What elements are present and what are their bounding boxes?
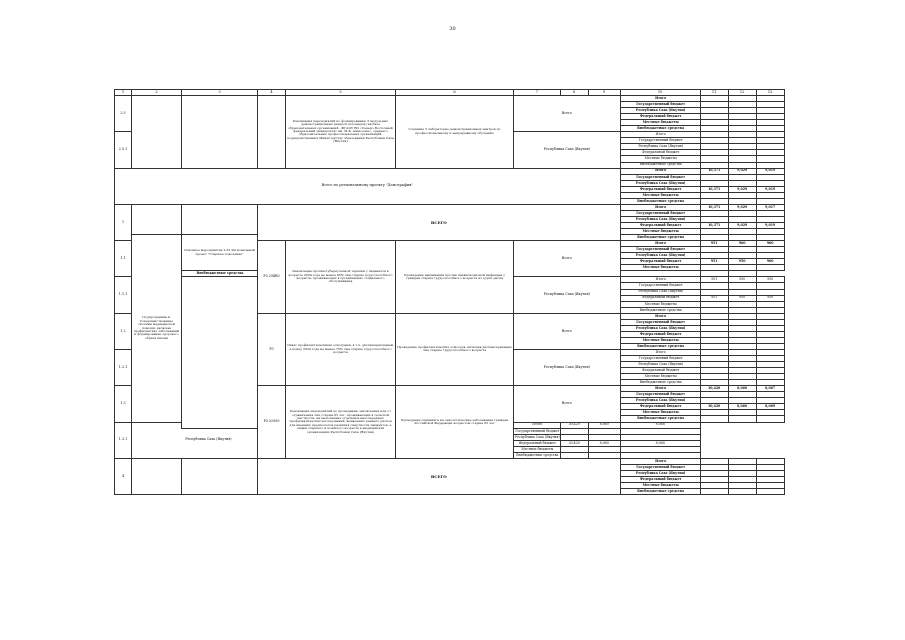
- funding-source-label: Федеральный бюджет: [620, 222, 700, 228]
- funding-source-label: Государственный бюджет: [620, 464, 700, 470]
- funding-source-label: Итого: [620, 277, 700, 283]
- header-cell: 13: [756, 90, 784, 96]
- amount-cell: 30,420: [700, 386, 728, 392]
- measure-cell: Реализация противотуберкулезной терапии у пациентов в возрасте 2024 года не менее 95% лиц старше трудоспособного возраста, проживающих в организациях социального обслуживания: [286, 241, 396, 314]
- amount-cell: 30,420: [560, 440, 588, 446]
- total-label: Всего: [514, 386, 621, 422]
- program-cell: [132, 96, 182, 169]
- funding-source-label: Федеральный бюджет: [514, 440, 561, 446]
- page-number: 30: [449, 26, 456, 32]
- amount-cell: [700, 416, 728, 422]
- main-event-cell: Основное мероприятие 2.23 Региональный проект "Старшее поколение": [182, 235, 258, 271]
- funding-source-label: Республика Саха (Якутия): [620, 108, 700, 114]
- funding-source-label: Местные бюджеты: [620, 192, 700, 198]
- amount-cell: 9,019: [756, 168, 784, 174]
- amount-cell: 9,029: [728, 204, 756, 210]
- funding-source-label: Федеральный бюджет: [620, 368, 700, 374]
- funding-source-label: Федеральный бюджет: [620, 186, 700, 192]
- funding-source-label: Местные бюджеты: [620, 120, 700, 126]
- header-cell: 9: [588, 90, 620, 96]
- funding-source-label: Государственный бюджет: [620, 392, 700, 398]
- funding-source-label: Внебюджетные средства: [620, 343, 700, 349]
- funding-source-label: Государственный бюджет: [620, 174, 700, 180]
- header-cell: 7: [514, 90, 561, 96]
- row-number: 1.1: [115, 241, 132, 277]
- amount-cell: 951: [700, 241, 728, 247]
- amount-cell: 8,060: [728, 386, 756, 392]
- header-cell: 8: [560, 90, 588, 96]
- program-cell: [132, 458, 182, 494]
- funding-source-label: Местные бюджеты: [620, 301, 700, 307]
- funding-source-label: Республика Саха (Якутия): [620, 180, 700, 186]
- measure-cell: Охват профилактическими осмотрами, в т.ч. диспансеризацией, к концу 2024 года не менее 70% лиц старше трудоспособного возраста: [286, 313, 396, 386]
- amount-cell: 960: [728, 241, 756, 247]
- funding-source-label: Итого: [620, 132, 700, 138]
- funding-source-label: Республика Саха (Якутия): [620, 216, 700, 222]
- funding-source-label: Внебюджетные средства: [620, 380, 700, 386]
- header-cell: 4: [258, 90, 286, 96]
- event-cell: [182, 96, 258, 169]
- funding-source-label: Республика Саха (Якутия): [515, 434, 560, 439]
- header-cell: 2: [132, 90, 182, 96]
- funding-source-label: Внебюджетные средства: [620, 126, 700, 132]
- amount-cell: 30,420: [700, 404, 728, 410]
- funding-source-label: Итого: [620, 204, 700, 210]
- funding-source-label: Итого: [620, 241, 700, 247]
- grand-total-label: ВСЕГО: [258, 204, 621, 240]
- funding-source-label: Федеральный бюджет: [620, 404, 700, 410]
- measure-cell: Реализация мероприятий по формированию 3 модульных демонстрационных центров (площадок) на базе образовательных организаций - ФГАОУ ВО «Северо-Восточный федеральный университет им. М.К. Аммосова», среднего образовательных профессиональных организаций, подведомственных Министерству образования Республики Саха (Якутия): [286, 96, 396, 169]
- funding-source-label: Местные бюджеты: [620, 410, 700, 416]
- amount-cell: 30,420: [560, 422, 588, 428]
- amount-cell: 8,060: [728, 404, 756, 410]
- funding-source-label: Государственный бюджет: [620, 102, 700, 108]
- row-number: 2.5.1: [115, 132, 132, 168]
- header-cell: 11: [700, 90, 728, 96]
- funding-source-label: Государственный бюджет: [620, 247, 700, 253]
- funding-source-label: Государственный бюджет: [620, 138, 700, 144]
- funding-source-label: Государственный бюджет: [515, 428, 560, 433]
- funding-source-label: Республика Саха (Якутия): [620, 144, 700, 150]
- funding-source-label: Федеральный бюджет: [620, 331, 700, 337]
- amount-cell: [700, 489, 728, 495]
- amount-cell: 950: [728, 295, 756, 301]
- funding-source-label: Внебюджетные средства: [620, 162, 700, 168]
- amount-cell: 960: [756, 259, 784, 265]
- funding-source-label: Итого: [620, 96, 700, 102]
- funding-source-label: Местные бюджеты: [620, 265, 700, 271]
- funding-source-label: Итого: [620, 168, 700, 174]
- row-number: 1.2: [115, 313, 132, 349]
- header-cell: 5: [286, 90, 396, 96]
- row-number: 1.1.1: [115, 277, 132, 313]
- funding-source-label: Федеральный бюджет: [620, 295, 700, 301]
- total-label: Всего: [514, 313, 621, 349]
- amount-cell: 950: [728, 259, 756, 265]
- row-number: 4: [115, 458, 132, 494]
- funding-source-label: Республика Саха (Якутия): [620, 470, 700, 476]
- amount-cell: [728, 416, 756, 422]
- funding-source-label: Государственный бюджет: [620, 283, 700, 289]
- executor-cell: Республика Саха (Якутия): [132, 422, 286, 458]
- amount-cell: 960: [756, 241, 784, 247]
- amount-cell: 950: [756, 277, 784, 283]
- funding-source-label: Местные бюджеты: [620, 156, 700, 162]
- total-label: Всего: [514, 96, 621, 132]
- funding-source-label: Федеральный бюджет: [620, 476, 700, 482]
- funding-source-label: Федеральный бюджет: [620, 150, 700, 156]
- funding-source-label: Внебюджетные средства: [182, 271, 258, 277]
- executor-cell: Республика Саха (Якутия): [514, 277, 621, 313]
- amount-cell: [756, 489, 784, 495]
- amount-cell: 8,060: [588, 422, 620, 428]
- funding-source-label: Внебюджетные средства: [514, 452, 561, 458]
- event-cell: [182, 277, 258, 428]
- funding-source-label: Местные бюджеты: [620, 229, 700, 235]
- amount-cell: [728, 489, 756, 495]
- total-label: Всего: [514, 241, 621, 277]
- event-cell: [182, 458, 258, 494]
- amount-cell: 10,371: [700, 186, 728, 192]
- funding-source-label: Итого: [620, 349, 700, 355]
- row-number: 1: [115, 204, 132, 240]
- header-cell: 3: [182, 90, 258, 96]
- funding-source-label: Местные бюджеты: [620, 337, 700, 343]
- funding-source-label: Внебюджетные средства: [620, 198, 700, 204]
- amount-cell: 8,068: [620, 422, 700, 428]
- result-cell: Проведение профилактических осмотров, включая диспансеризацию лиц старше трудоспособного возраста: [396, 313, 514, 386]
- row-number: 1.2.1: [115, 349, 132, 385]
- amount-cell: 951: [700, 259, 728, 265]
- subprogram-cell: Подпрограмма 4. Совершенствование системы медицинской помощи, включая профилактику заболеваний и формирование здорового образа жизни: [132, 235, 182, 422]
- amount-cell: 950: [756, 295, 784, 301]
- amount-cell: 951: [700, 277, 728, 283]
- amount-cell: 9,019: [756, 186, 784, 192]
- code-cell: P3.52950: [258, 386, 286, 459]
- amount-cell: 9,029: [728, 222, 756, 228]
- code-cell: P3.294R0: [258, 241, 286, 314]
- header-cell: 12: [728, 90, 756, 96]
- funding-source-label: Местные бюджеты: [620, 483, 700, 489]
- code-cell: P3: [258, 313, 286, 386]
- amount-cell: 951: [700, 295, 728, 301]
- funding-source-label: Местные бюджеты: [514, 446, 561, 452]
- event-cell: [182, 204, 258, 234]
- funding-source-label: Итого: [620, 458, 700, 464]
- result-cell: Проведение скрининга на онкологические заболевания граждан Российской Федерации возрастом старше 65 лет: [396, 386, 514, 459]
- funding-source-label: Республика Саха (Якутия): [620, 398, 700, 404]
- funding-source-label: Внебюджетные средства: [620, 235, 700, 241]
- row-number: 2.5: [115, 96, 132, 132]
- program-cell: [132, 204, 182, 234]
- row-number: 1.3: [115, 386, 132, 422]
- funding-source-label: Итого: [620, 386, 700, 392]
- financing-table: [114, 89, 785, 495]
- amount-cell: 10,371: [700, 204, 728, 210]
- result-cell: Создание 3 лабораторно-демонстрационных центров по профессиональному и непрерывному обучению: [396, 96, 514, 169]
- amount-cell: 8,068: [620, 440, 700, 446]
- amount-cell: 8,060: [588, 440, 620, 446]
- amount-cell: 9,029: [728, 168, 756, 174]
- funding-source-label: Федеральный бюджет: [620, 114, 700, 120]
- header-cell: 10: [620, 90, 700, 96]
- executor-cell: Республика Саха (Якутия): [514, 349, 621, 385]
- funding-source-label: Государственный бюджет: [620, 319, 700, 325]
- grand-total-label: ВСЕГО: [258, 458, 621, 494]
- amount-cell: 8,067: [756, 386, 784, 392]
- header-cell: 6: [396, 90, 514, 96]
- amount-cell: 950: [728, 277, 756, 283]
- funding-source-label: Внебюджетные средства: [620, 416, 700, 422]
- funding-source-label: Республика Саха (Якутия): [620, 253, 700, 259]
- funding-source-label: Республика Саха (Якутия): [620, 325, 700, 331]
- amount-cell: [756, 265, 784, 271]
- funding-source-label: Местные бюджеты: [620, 374, 700, 380]
- funding-source-label: Итого: [620, 313, 700, 319]
- funding-source-label: Итого: [514, 422, 561, 428]
- funding-source-label: Внебюджетные средства: [620, 489, 700, 495]
- amount-cell: 9,029: [728, 186, 756, 192]
- header-cell: 1: [115, 90, 132, 96]
- executor-cell: Республика Саха (Якутия): [514, 132, 621, 168]
- amount-cell: 8,069: [756, 404, 784, 410]
- amount-cell: [756, 416, 784, 422]
- amount-cell: 10,371: [700, 222, 728, 228]
- row-number: 1.3.1: [115, 422, 132, 458]
- amount-cell: 10,371: [700, 168, 728, 174]
- result-cell: Проведение вакцинации против пневмококковой инфекции у граждан старше трудоспособного возраста из групп риска: [396, 241, 514, 314]
- funding-source-label: Государственный бюджет: [620, 210, 700, 216]
- code-cell: [258, 96, 286, 169]
- amount-cell: 9,019: [756, 222, 784, 228]
- project-total-label: Всего по региональному проекту "Демография": [115, 168, 621, 204]
- funding-source-label: Федеральный бюджет: [620, 259, 700, 265]
- funding-source-label: Республика Саха (Якутия): [620, 289, 700, 295]
- funding-source-label: Республика Саха (Якутия): [620, 362, 700, 368]
- measure-cell: Реализация мероприятий по проведению заключения или от ограничения лиц старше 65 лет, проживающих в сельской местности, на выполнение отдельных внеочередных профилактических исследований, выявлению раннего рисков для внешних предпосылок развития смертности пациентов, а лицам старшего и пожилого возраста в медицинских организациях Республики Саха (Якутия): [286, 386, 396, 459]
- funding-source-label: Внебюджетные средства: [620, 307, 700, 313]
- amount-cell: 9,017: [756, 204, 784, 210]
- funding-source-label: Государственный бюджет: [620, 356, 700, 362]
